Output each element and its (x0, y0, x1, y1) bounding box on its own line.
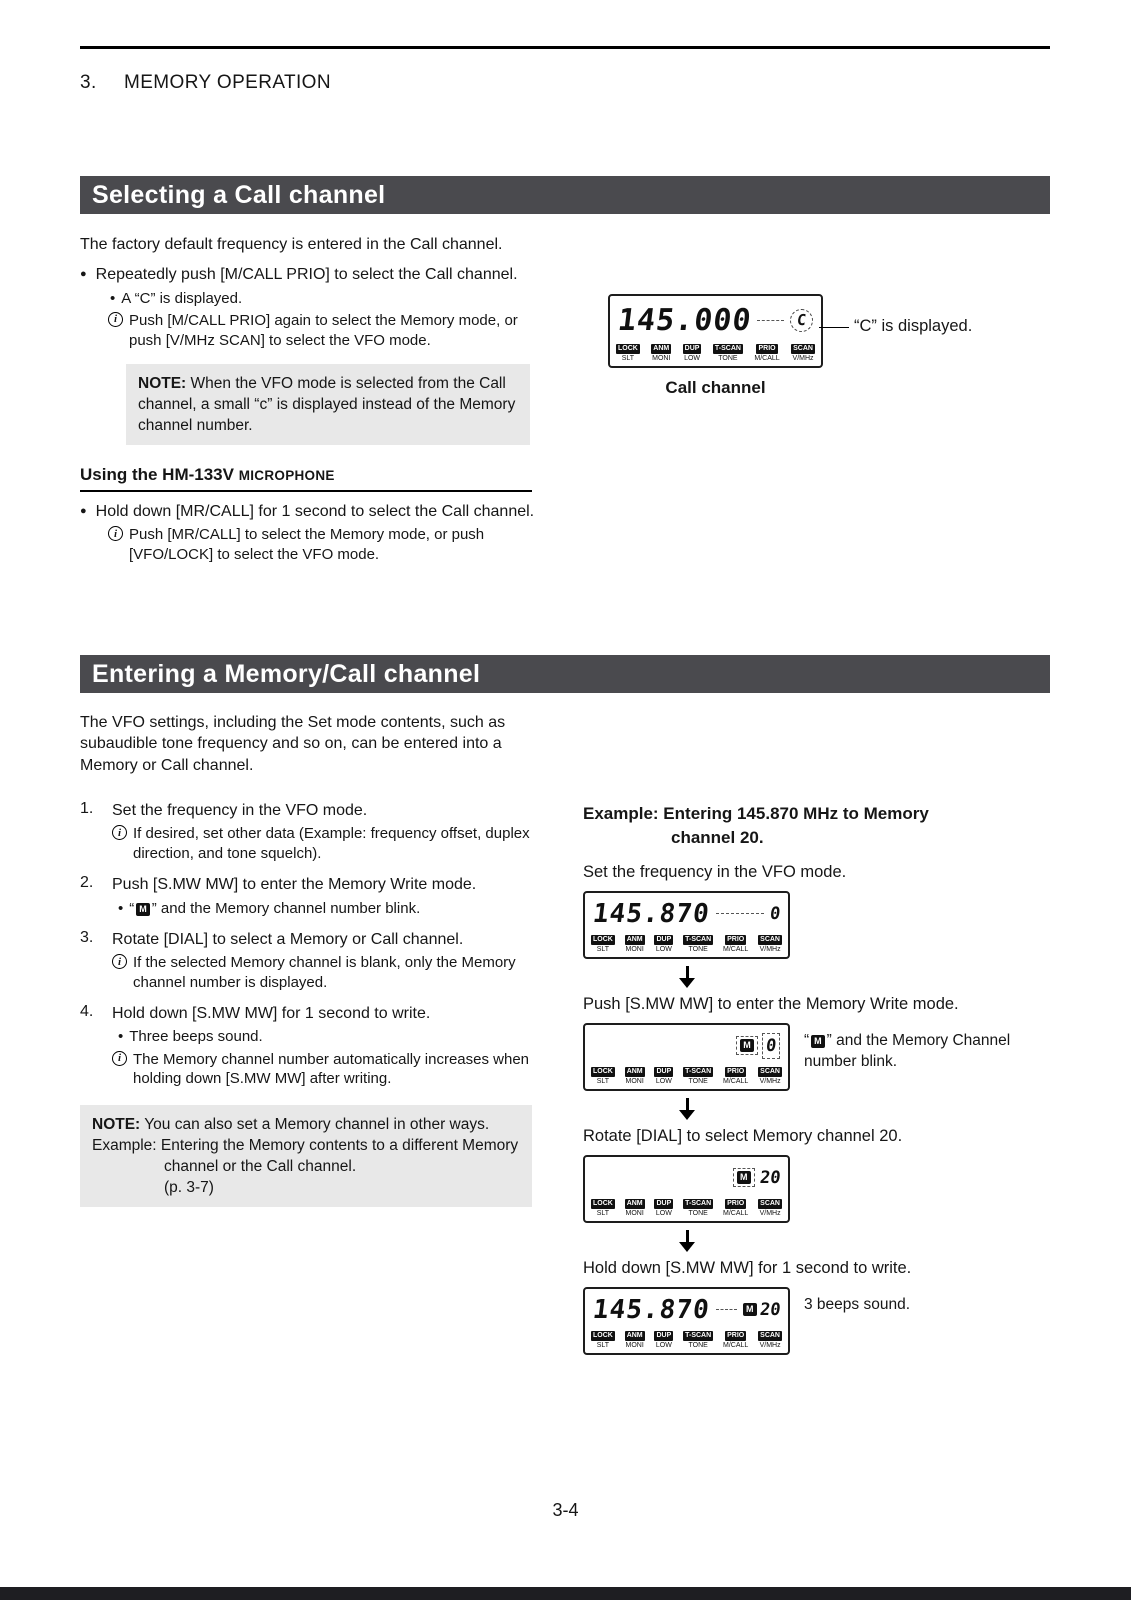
lcd-label-top: SCAN (758, 1067, 782, 1077)
lcd-label-top: ANM (625, 1199, 645, 1209)
call-channel-figure (608, 294, 1078, 424)
subsection-heading-text: Using the HM-133V (80, 465, 239, 485)
lcd-display-call-channel (608, 294, 823, 368)
step-number: 3. (80, 929, 94, 947)
section1-title-text: Selecting a Call channel (92, 181, 386, 209)
lcd-label (723, 1199, 748, 1217)
lcd-label-top: LOCK (591, 1199, 615, 1209)
step4-sub-text: Three beeps sound. (129, 1028, 263, 1046)
arrow-down-icon (679, 1230, 695, 1252)
step-number: 1. (80, 800, 94, 818)
chapter-header (80, 72, 331, 94)
lcd-label-bottom: MONI (625, 1341, 644, 1349)
lcd-label (723, 1067, 748, 1085)
info-icon: i (108, 312, 123, 327)
lcd-channel: 20 (758, 1299, 782, 1320)
lcd-label (758, 1067, 782, 1085)
memory-icon: M (740, 1039, 754, 1052)
memory-icon-blinking (733, 1168, 755, 1187)
lcd-label-top: LOCK (591, 935, 615, 945)
callout-dashed-line (716, 1309, 737, 1310)
sub-bullet-icon: • (110, 289, 116, 307)
lcd-screen (590, 1159, 783, 1197)
lcd-labels-row (590, 1197, 783, 1218)
example-column (583, 802, 1118, 1355)
section-title-selecting-call-channel (80, 176, 1050, 214)
lcd-label-top: PRIO (725, 1199, 746, 1209)
lcd-label-bottom: M/CALL (723, 1209, 749, 1217)
subsection-heading-caps: MICROPHONE (238, 468, 335, 484)
quote-open: “ (804, 1031, 810, 1049)
lcd-label (654, 1067, 673, 1085)
lcd-label (625, 1199, 645, 1217)
lcd-label-bottom: MONI (625, 945, 644, 953)
lcd-label-bottom: V/MHz (759, 1077, 781, 1085)
lcd-label (625, 1331, 645, 1349)
lcd-screen (615, 298, 816, 342)
lcd-label-top: LOCK (616, 344, 640, 354)
example-heading (583, 802, 1118, 850)
lcd-label-bottom: LOW (655, 1341, 672, 1349)
note-box (126, 364, 530, 445)
lcd-label-bottom: M/CALL (754, 355, 780, 363)
numbered-step-3 (80, 929, 538, 950)
section1-intro: The factory default frequency is entered in the Call channel. (80, 236, 503, 253)
step-text: Rotate [DIAL] to select a Memory or Call channel. (112, 931, 464, 949)
step4-sub (118, 1027, 538, 1047)
step2-sub-text (129, 899, 420, 919)
section1-step (80, 264, 538, 285)
example-step2: Push [S.MW MW] to enter the Memory Write mode. (583, 994, 959, 1013)
lcd-label-top: SCAN (758, 935, 782, 945)
lcd-label-bottom: SLT (621, 355, 635, 363)
lcd-label (713, 344, 743, 362)
lcd-labels-row (590, 933, 783, 954)
note-label: NOTE: (92, 1115, 141, 1133)
lcd-label-top: DUP (654, 1331, 673, 1341)
lcd-screen (590, 1291, 783, 1329)
example-step4: Hold down [S.MW MW] for 1 second to write. (583, 1258, 912, 1277)
callout-dashed-line (716, 913, 764, 914)
lcd-label (723, 1331, 748, 1349)
lcd-label (683, 1331, 713, 1349)
lcd-label-top: T-SCAN (683, 1331, 713, 1341)
info-icon: i (112, 954, 127, 969)
lcd-channel: 0 (764, 1035, 778, 1056)
lcd-label (654, 935, 673, 953)
lcd-frequency: 145.000 (615, 302, 754, 338)
lcd-label (683, 1067, 713, 1085)
lcd-screen (590, 1027, 783, 1065)
bullet-icon: ● (80, 505, 87, 518)
info-icon: i (112, 1051, 127, 1066)
lcd-label (625, 935, 645, 953)
step1-info-text: If desired, set other data (Example: frequency offset, duplex direction, and tone squelch). (133, 825, 530, 862)
lcd-label-bottom: V/MHz (759, 1341, 781, 1349)
step-number: 2. (80, 874, 94, 892)
channel-blinking (762, 1033, 780, 1059)
lcd-label (791, 344, 815, 362)
lcd-labels-row (590, 1329, 783, 1350)
lcd-label-top: PRIO (725, 935, 746, 945)
memory-icon: M (136, 903, 150, 916)
section1-step-info-text: Push [M/CALL PRIO] again to select the Memory mode, or push [V/MHz SCAN] to select the VFO mode. (129, 312, 518, 349)
page-bottom-bar (0, 1587, 1131, 1600)
lcd-label (758, 1199, 782, 1217)
lcd-label (754, 344, 779, 362)
example-heading-line1: Example: Entering 145.870 MHz to Memory (583, 804, 929, 823)
top-rule (80, 46, 1050, 49)
memory-icon: M (743, 1303, 757, 1316)
subsection-heading-hm133v (80, 465, 532, 492)
step-text: Set the frequency in the VFO mode. (112, 802, 368, 820)
lcd-label (591, 1067, 615, 1085)
section1-step-text: Repeatedly push [M/CALL PRIO] to select the Call channel. (95, 266, 518, 284)
step-text: Hold down [S.MW MW] for 1 second to write. (112, 1005, 431, 1023)
lcd-labels-row (590, 1065, 783, 1086)
lcd-label-top: PRIO (756, 344, 777, 354)
lcd-label (591, 935, 615, 953)
lcd-label (683, 1199, 713, 1217)
lcd-label-bottom: V/MHz (792, 355, 814, 363)
example-step3: Rotate [DIAL] to select Memory channel 20. (583, 1126, 903, 1145)
lcd-label-top: ANM (651, 344, 671, 354)
example-heading-line2: channel 20. (671, 827, 764, 847)
lcd-label-top: T-SCAN (683, 935, 713, 945)
note-text: When the VFO mode is selected from the Call channel, a small “c” is displayed instead of the Memory channel number. (138, 375, 516, 435)
callout-text: “C” is displayed. (854, 317, 973, 335)
step2-sub (118, 899, 538, 919)
note2-line1 (92, 1114, 520, 1135)
channel-highlight-circle (790, 309, 813, 332)
blink-annotation-text: ” and the Memory Channel number blink. (804, 1031, 1011, 1070)
lcd-label-bottom: TONE (688, 945, 708, 953)
mic-step-info (108, 525, 538, 564)
lcd-label-top: ANM (625, 1331, 645, 1341)
info-icon: i (112, 825, 127, 840)
numbered-step-4 (80, 1003, 538, 1024)
lcd-label-bottom: MONI (625, 1077, 644, 1085)
lcd-label-bottom: M/CALL (723, 945, 749, 953)
lcd-label (591, 1331, 615, 1349)
lcd-label (683, 344, 702, 362)
lcd-label-top: PRIO (725, 1067, 746, 1077)
lcd-label-bottom: SLT (596, 945, 610, 953)
blink-annotation (804, 1031, 1049, 1073)
lcd-frequency: 145.870 (591, 1294, 712, 1325)
note-label: NOTE: (138, 375, 187, 393)
lcd-label-top: SCAN (758, 1199, 782, 1209)
lcd-label-top: LOCK (591, 1067, 615, 1077)
step4-info-text: The Memory channel number automatically increases when holding down [S.MW MW] after writing. (133, 1050, 530, 1088)
lcd-label-top: ANM (625, 1067, 645, 1077)
lcd-label-bottom: TONE (688, 1209, 708, 1217)
lcd-label-top: T-SCAN (683, 1067, 713, 1077)
lcd-channel: 0 (768, 903, 782, 924)
step-number: 4. (80, 1003, 94, 1021)
lcd-label-top: DUP (654, 1067, 673, 1077)
lcd-label-bottom: SLT (596, 1077, 610, 1085)
section1-step-info (108, 311, 538, 350)
page-number: 3-4 (552, 1500, 579, 1520)
lcd-label (758, 935, 782, 953)
step2-sub-rest: ” and the Memory channel number blink. (151, 899, 421, 917)
lcd-label-bottom: LOW (684, 355, 701, 363)
lcd-label-bottom: M/CALL (723, 1077, 749, 1085)
step4-info (112, 1050, 538, 1089)
lcd-display-vfo (583, 891, 790, 959)
lcd-label-bottom: TONE (688, 1077, 708, 1085)
lcd-label-top: T-SCAN (713, 344, 743, 354)
note-box-2 (80, 1105, 532, 1207)
lcd-label (651, 344, 671, 362)
lcd-display-memory-write (583, 1023, 790, 1091)
lcd-label-top: DUP (683, 344, 702, 354)
write-complete-figure (583, 1287, 1118, 1355)
lcd-label-top: T-SCAN (683, 1199, 713, 1209)
lcd-label (758, 1331, 782, 1349)
note2-text: You can also set a Memory channel in other ways. (140, 1115, 490, 1133)
lcd-label-bottom: LOW (655, 1077, 672, 1085)
lcd-label-bottom: LOW (655, 945, 672, 953)
lcd-label-top: SCAN (758, 1331, 782, 1341)
callout-dashed-line (757, 320, 784, 321)
example-step1: Set the frequency in the VFO mode. (583, 862, 847, 881)
arrow-down-icon (679, 966, 695, 988)
lcd-label (591, 1199, 615, 1217)
lcd-label-bottom: TONE (718, 355, 738, 363)
mic-step-text: Hold down [MR/CALL] for 1 second to select the Call channel. (95, 503, 535, 521)
lcd-label-bottom: V/MHz (759, 1209, 781, 1217)
lcd-label-bottom: V/MHz (759, 945, 781, 953)
step1-info (112, 824, 538, 863)
memory-icon: M (811, 1035, 825, 1048)
section1-step-sub (110, 289, 538, 309)
note2-page-ref: (p. 3-7) (164, 1178, 214, 1196)
lcd-caption: Call channel (665, 378, 766, 397)
section-title-entering-memory-call-channel (80, 655, 1050, 693)
lcd-label (654, 1331, 673, 1349)
lcd-display-written (583, 1287, 790, 1355)
lcd-channel: 20 (758, 1167, 782, 1188)
memory-icon: M (737, 1171, 751, 1184)
sub-bullet-icon: • (118, 899, 124, 917)
step3-info (112, 953, 538, 992)
lcd-label-top: LOCK (591, 1331, 615, 1341)
lcd-label (625, 1067, 645, 1085)
sub-bullet-icon: • (118, 1028, 124, 1046)
bullet-icon: ● (80, 268, 87, 281)
lcd-channel: C (795, 311, 808, 329)
lcd-labels-row (615, 342, 816, 363)
lcd-label-top: PRIO (725, 1331, 746, 1341)
lcd-label-bottom: MONI (625, 1209, 644, 1217)
lcd-label-top: DUP (654, 1199, 673, 1209)
callout-line (819, 327, 849, 328)
arrow-down-icon (679, 1098, 695, 1120)
lcd-label-bottom: SLT (596, 1341, 610, 1349)
chapter-number: 3. (80, 72, 97, 93)
step-text: Push [S.MW MW] to enter the Memory Write mode. (112, 876, 477, 894)
lcd-label (616, 344, 640, 362)
numbered-step-1 (80, 800, 538, 821)
step3-info-text: If the selected Memory channel is blank, only the Memory channel number is displayed. (133, 954, 516, 991)
lcd-label-bottom: MONI (652, 355, 671, 363)
lcd-label-bottom: LOW (655, 1209, 672, 1217)
quote-open: “ (129, 899, 135, 917)
memory-write-figure (583, 1023, 1118, 1091)
lcd-label-bottom: SLT (596, 1209, 610, 1217)
lcd-display-channel-20 (583, 1155, 790, 1223)
note2-example: Example: Entering the Memory contents to a different Memory channel or the Call channel. (92, 1136, 519, 1175)
lcd-label-top: ANM (625, 935, 645, 945)
lcd-frequency: 145.870 (591, 898, 712, 929)
section1-step-sub-text: A “C” is displayed. (121, 289, 243, 307)
section2-intro: The VFO settings, including the Set mode contents, such as subaudible tone frequency and so on, can be entered into a Memory or Call channel. (80, 714, 506, 774)
lcd-screen (590, 895, 783, 933)
lcd-label-top: SCAN (791, 344, 815, 354)
numbered-step-2 (80, 874, 538, 895)
chapter-title: MEMORY OPERATION (124, 72, 331, 93)
lcd-label (683, 935, 713, 953)
section1-left-column (80, 234, 538, 564)
lcd-label-bottom: TONE (688, 1341, 708, 1349)
beeps-annotation: 3 beeps sound. (804, 1295, 911, 1313)
section2-title-text: Entering a Memory/Call channel (92, 660, 481, 688)
section2-left-column (80, 712, 538, 1207)
lcd-label (723, 935, 748, 953)
lcd-label (654, 1199, 673, 1217)
info-icon: i (108, 526, 123, 541)
lcd-label-top: DUP (654, 935, 673, 945)
mic-step (80, 501, 538, 522)
memory-icon-blinking (736, 1036, 758, 1055)
lcd-label-bottom: M/CALL (723, 1341, 749, 1349)
mic-step-info-text: Push [MR/CALL] to select the Memory mode, or push [VFO/LOCK] to select the VFO mode. (129, 526, 485, 563)
